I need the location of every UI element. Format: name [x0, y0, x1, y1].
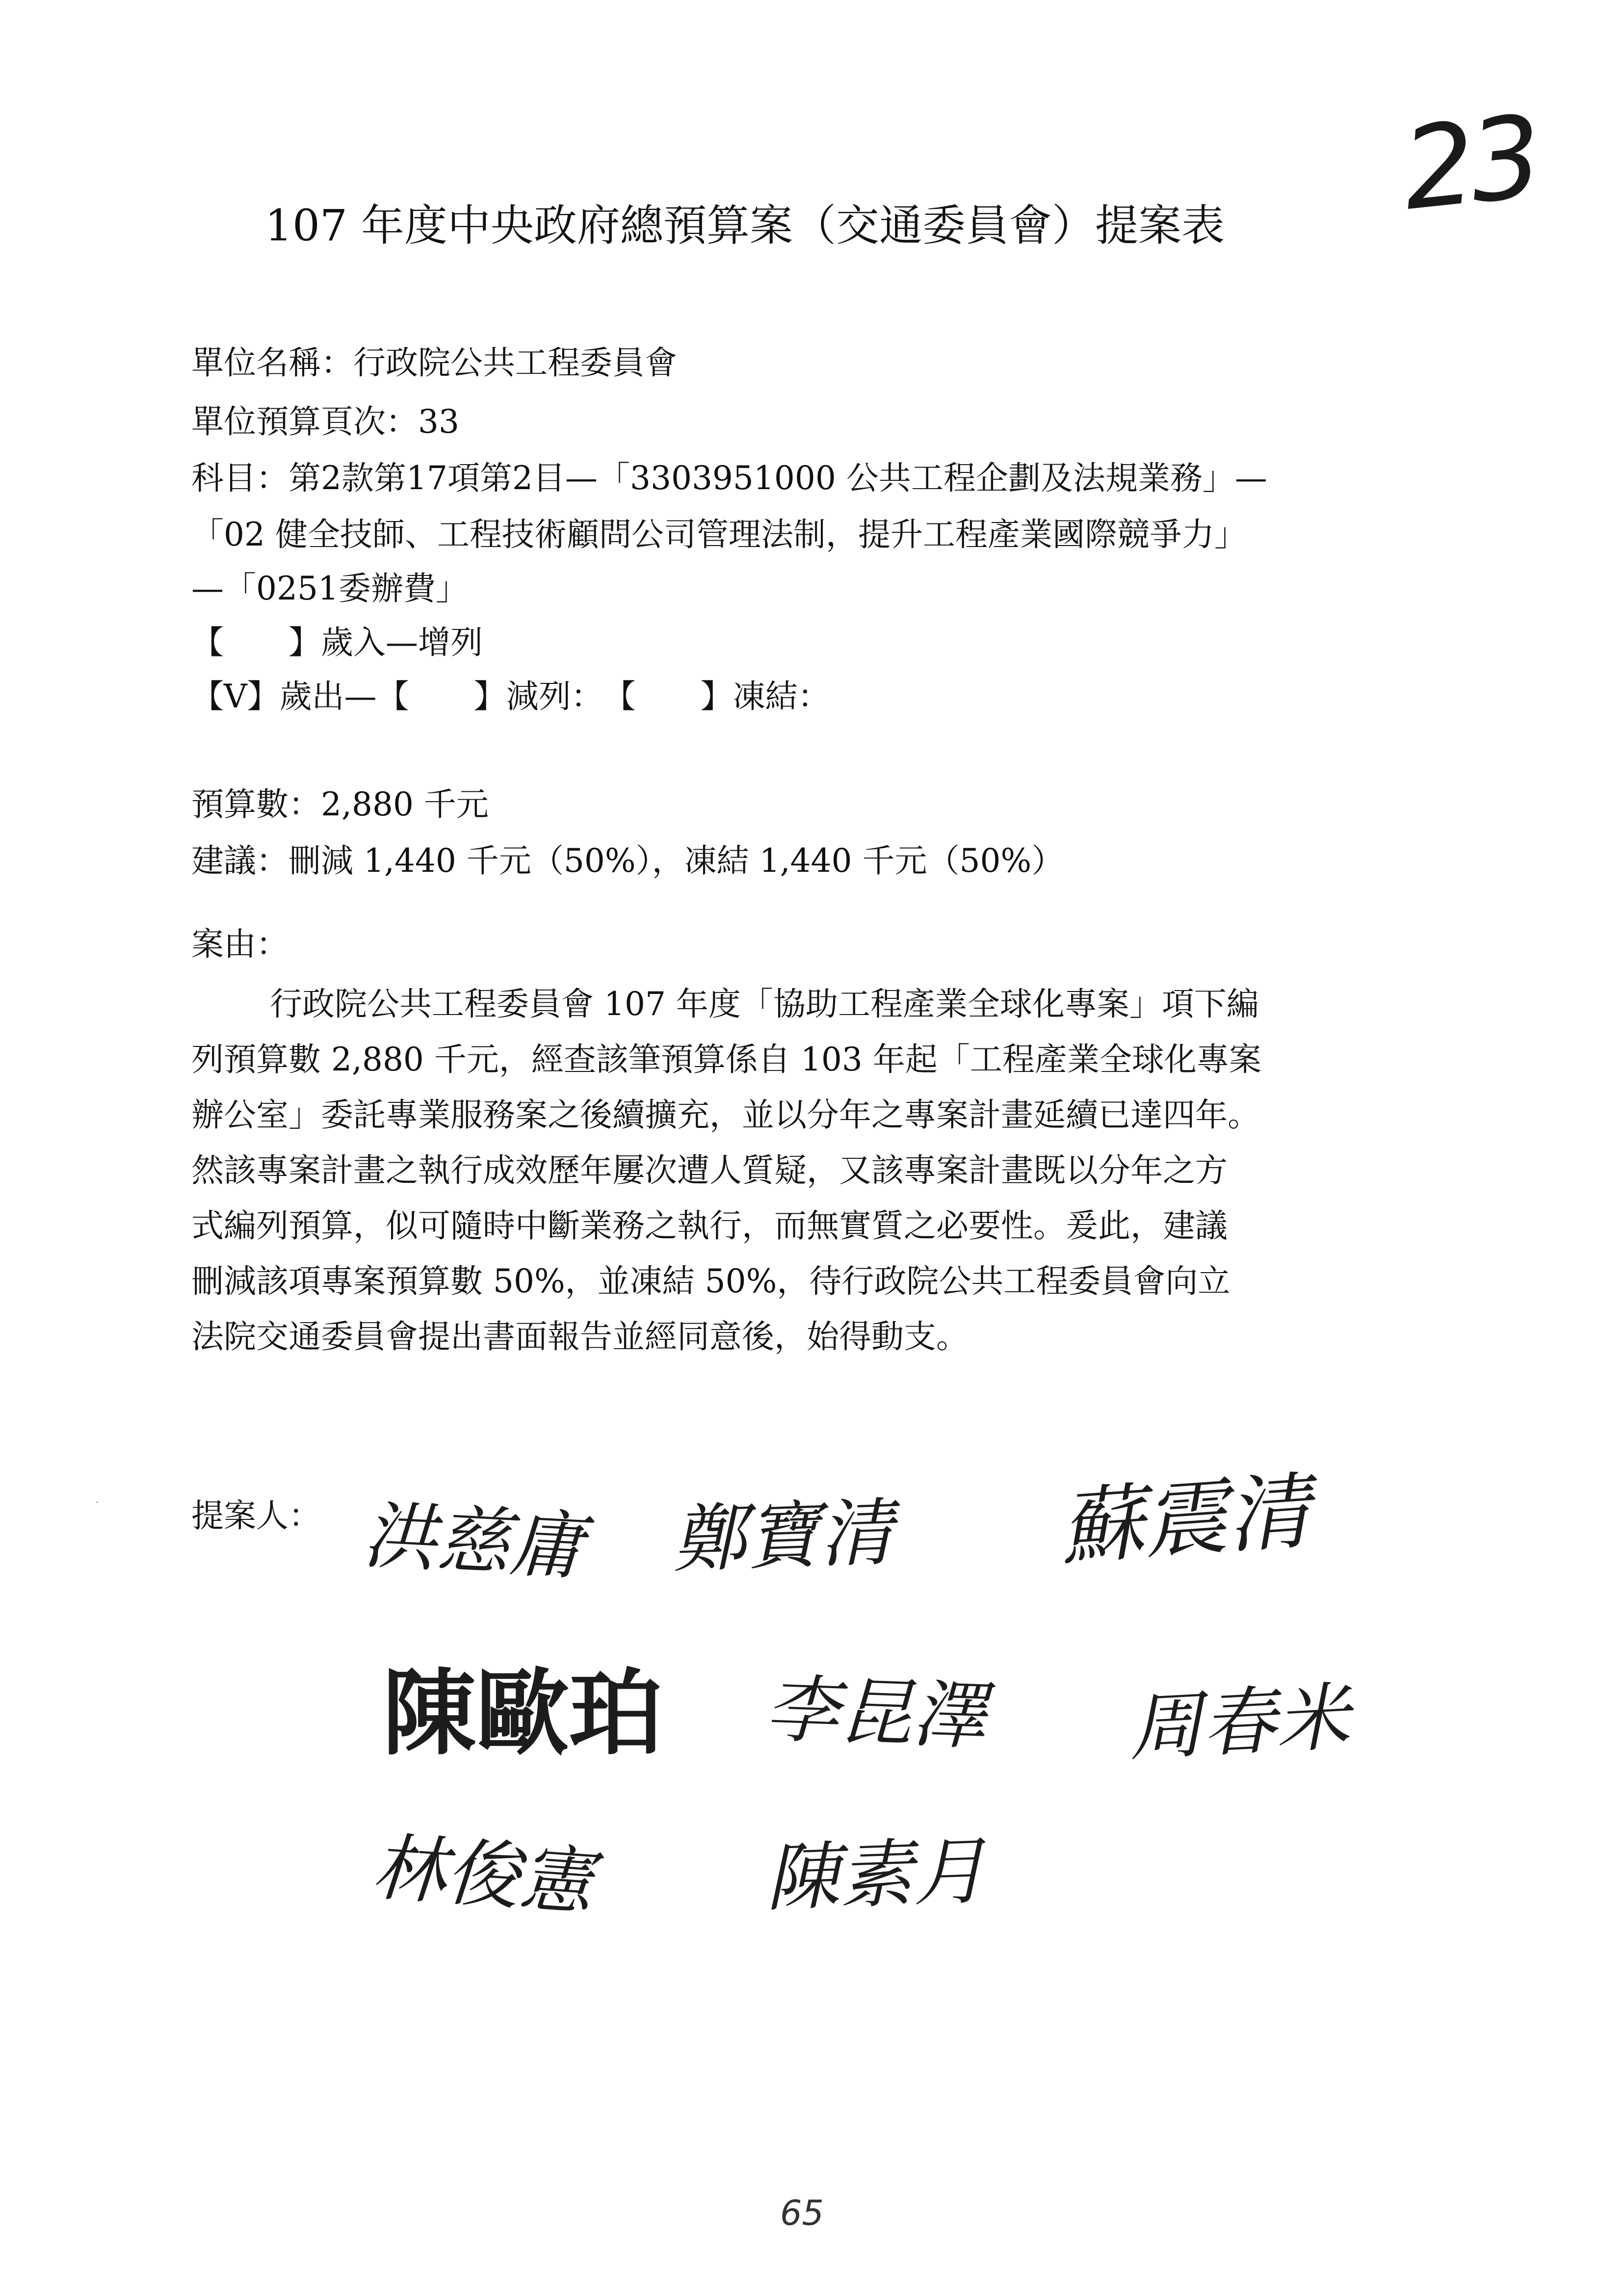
budget-page: 單位預算頁次：33 [191, 403, 459, 441]
reason-line: 式編列預算，似可隨時中斷業務之執行，而無實質之必要性。爰此，建議 [191, 1207, 1228, 1245]
reason-line: 然該專案計畫之執行成效歷年屢次遭人質疑，又該專案計畫既以分年之方 [191, 1151, 1228, 1189]
reason-line: 行政院公共工程委員會 107 年度「協助工程產業全球化專案」項下編 [270, 985, 1259, 1023]
signature: 鄭寶清 [671, 1490, 895, 1583]
scan-speck [96, 1501, 98, 1503]
handwritten-page-mark: 23 [1396, 91, 1544, 236]
signature: 蘇震清 [1057, 1462, 1314, 1577]
document-title: 107 年度中央政府總預算案（交通委員會）提案表 [265, 200, 1225, 251]
signature: 林俊憲 [369, 1825, 596, 1926]
revenue-row-text: 【 】歲入—增列 [191, 624, 483, 661]
signature: 李昆澤 [763, 1667, 988, 1760]
signature: 陳素月 [764, 1828, 988, 1922]
reason-line: 辦公室」委託專業服務案之後續擴充，並以分年之專案計畫延續已達四年。 [191, 1096, 1260, 1134]
signature: 周春米 [1126, 1674, 1352, 1772]
footer-page-number: 65 [780, 2193, 824, 2233]
reason-line: 刪減該項專案預算數 50%，並凍結 50%，待行政院公共工程委員會向立 [191, 1262, 1231, 1300]
reason-label: 案由： [191, 925, 288, 963]
budget-amount: 預算數：2,880 千元 [191, 785, 489, 823]
reason-line: 法院交通委員會提出書面報告並經同意後，始得動支。 [191, 1318, 969, 1356]
reason-line: 列預算數 2,880 千元，經查該筆預算係自 103 年起「工程產業全球化專案 [191, 1041, 1261, 1078]
subject-line-1: 科目：第2款第17項第2目—「3303951000 公共工程企劃及法規業務」— [191, 459, 1267, 497]
unit-name: 單位名稱：行政院公共工程委員會 [191, 344, 677, 382]
signature: 陳歐珀 [383, 1659, 663, 1768]
proposer-label: 提案人： [191, 1497, 321, 1535]
subject-line-2: 「02 健全技師、工程技術顧問公司管理法制，提升工程產業國際競爭力」 [191, 516, 1247, 553]
expense-row-text: 【V】歲出—【 】減列： 【 】凍結： [191, 678, 830, 715]
recommendation: 建議：刪減 1,440 千元（50%），凍結 1,440 千元（50%） [191, 842, 1064, 880]
signature: 洪慈庸 [361, 1493, 586, 1590]
subject-line-3: —「0251委辦費」 [191, 570, 468, 607]
